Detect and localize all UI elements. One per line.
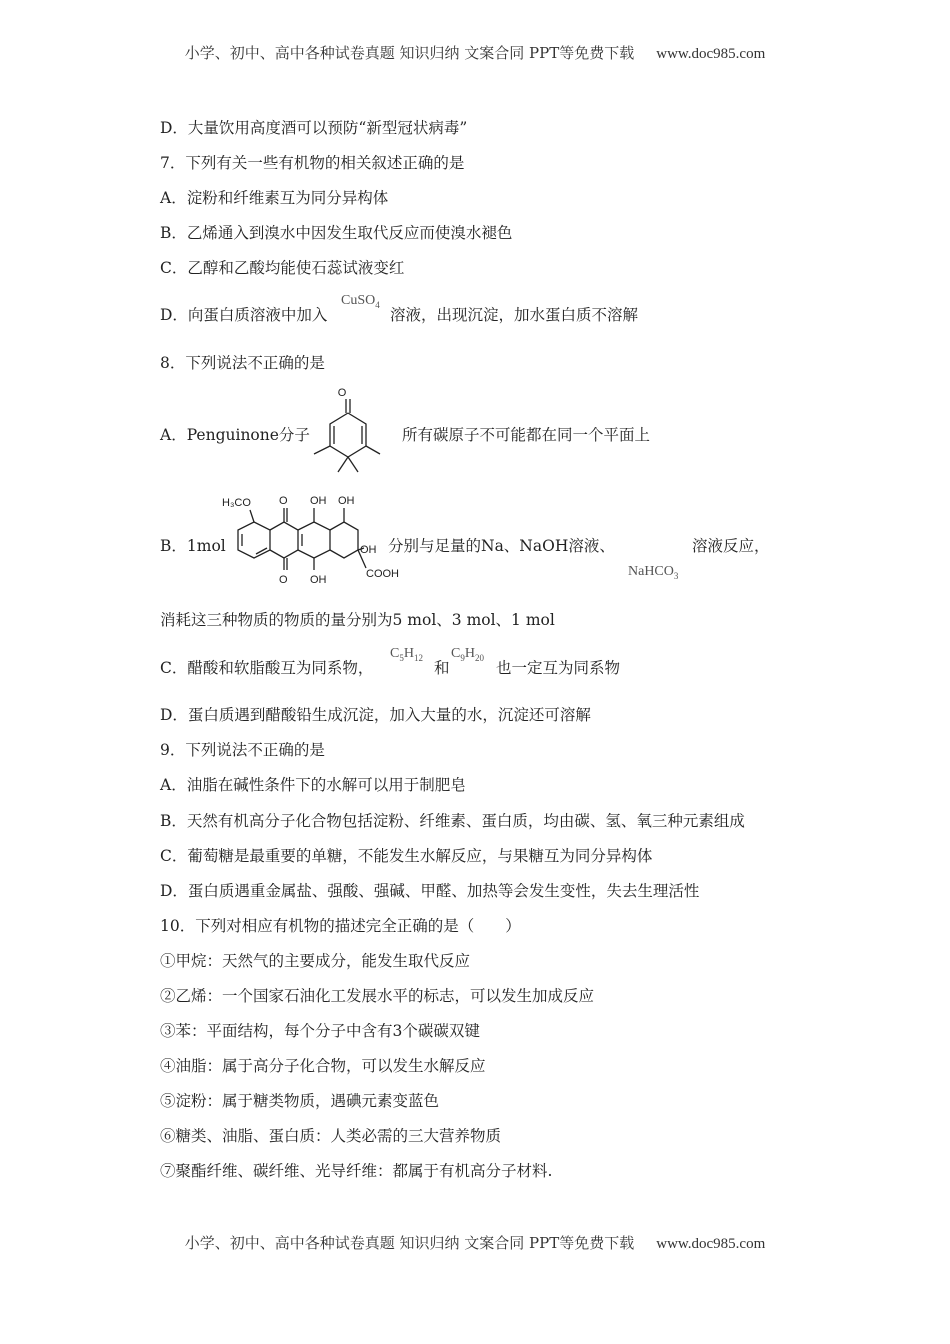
q8-option-a-post: 所有碳原子不可能都在同一个平面上 [402,426,651,444]
quinone-o-top: O [279,495,288,507]
q7-option-d-post: 溶液，出现沉淀，加水蛋白质不溶解 [390,306,639,324]
oh-label-1: OH [310,495,327,507]
oh-label-2: OH [338,495,355,507]
compound-b-structure [220,490,399,590]
header-url[interactable]: www.doc985.com [656,46,766,62]
q6-option-d: D．大量饮用高度酒可以预防“新型冠状病毒” [160,119,468,137]
header-text: 小学、初中、高中各种试卷真题 知识归纳 文案合同 PPT等免费下载 [184,44,635,62]
q7-option-c: C．乙醇和乙酸均能使石蕊试液变红 [160,259,405,277]
q8-option-c-pre: C．醋酸和软脂酸互为同系物， [160,659,374,677]
q10-item-7: ⑦聚酯纤维、碳纤维、光导纤维：都属于有机高分子材料. [160,1162,553,1180]
q9-option-b: B．天然有机高分子化合物包括淀粉、纤维素、蛋白质，均由碳、氢、氧三种元素组成 [160,812,745,830]
footer-url[interactable]: www.doc985.com [656,1236,766,1252]
q8-option-c-post: 也一定互为同系物 [496,659,621,677]
penguinone-structure [302,382,382,492]
q7-stem: 7．下列有关一些有机物的相关叙述正确的是 [160,154,465,172]
q8-stem: 8．下列说法不正确的是 [160,354,325,372]
q8-option-a-pre: A．Penguinone分子 [160,426,310,444]
q8-option-b-post1: 分别与足量的Na、NaOH溶液、 [388,537,615,555]
q10-item-4: ④油脂：属于高分子化合物，可以发生水解反应 [160,1057,486,1075]
quinone-o-bottom: O [279,574,288,586]
q10-item-5: ⑤淀粉：属于糖类物质，遇碘元素变蓝色 [160,1092,440,1110]
nahco3-formula: NaHCO$_3$ [628,564,679,581]
q7-option-d-pre: D．向蛋白质溶液中加入 [160,306,328,324]
c9h20-formula: $C_9H_{20}$ [451,646,484,663]
q10-item-3: ③苯：平面结构，每个分子中含有3个碳碳双键 [160,1022,480,1040]
q8-option-b-post2: 溶液反应， [692,537,770,555]
cooh-label: COOH [366,568,399,580]
footer-text: 小学、初中、高中各种试卷真题 知识归纳 文案合同 PPT等免费下载 [184,1234,635,1252]
q9-stem: 9．下列说法不正确的是 [160,741,325,759]
q10-item-1: ①甲烷：天然气的主要成分，能发生取代反应 [160,952,471,970]
q7-option-a: A．淀粉和纤维素互为同分异构体 [160,189,389,207]
page-header [0,42,950,63]
q10-item-2: ②乙烯：一个国家石油化工发展水平的标志，可以发生加成反应 [160,987,595,1005]
q9-option-c: C．葡萄糖是最重要的单糖，不能发生水解反应，与果糖互为同分异构体 [160,847,653,865]
oh-label-3: OH [360,544,377,556]
q9-option-a: A．油脂在碱性条件下的水解可以用于制肥皂 [160,776,466,794]
h3co-label: H₃CO [222,497,251,509]
c5h12-formula: $C_5H_{12}$ [390,646,423,663]
q8-option-b-line2: 消耗这三种物质的物质的量分别为5 mol、3 mol、1 mol [160,611,555,629]
q8-option-b-pre: B．1mol [160,537,226,555]
q7-cuso4-formula: CuSO$_4$ [341,293,380,310]
page-footer [0,1232,950,1253]
penguinone-o-label: O [337,387,347,399]
oh-label-4: OH [310,574,327,586]
q9-option-d: D．蛋白质遇重金属盐、强酸、强碱、甲醛、加热等会发生变性，失去生理活性 [160,882,700,900]
q10-item-6: ⑥糖类、油脂、蛋白质：人类必需的三大营养物质 [160,1127,502,1145]
q7-option-b: B．乙烯通入到溴水中因发生取代反应而使溴水褪色 [160,224,513,242]
q8-option-c-and: 和 [434,659,450,677]
q8-option-d: D．蛋白质遇到醋酸铅生成沉淀，加入大量的水，沉淀还可溶解 [160,706,591,724]
q10-stem: 10．下列对相应有机物的描述完全正确的是（ ） [160,917,521,935]
